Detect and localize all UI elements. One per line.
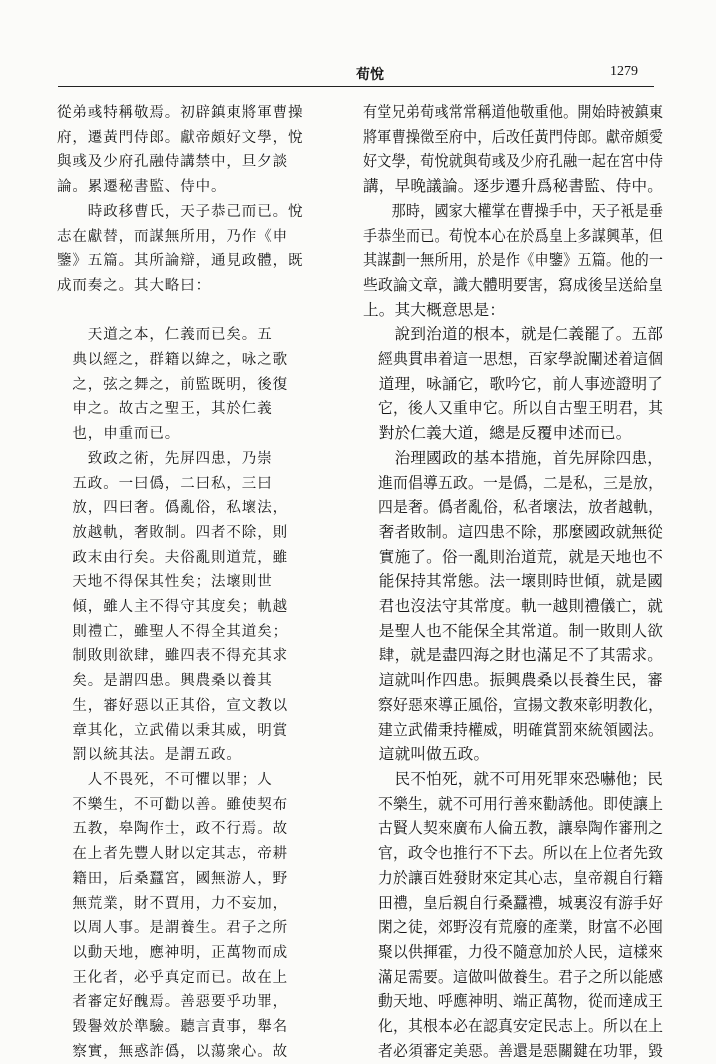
text-line: 這就叫做五政。 xyxy=(363,745,490,764)
text-line: 聚以供揮霍，力役不隨意加於人民，這樣來 xyxy=(363,942,664,961)
translation-text-column xyxy=(363,100,695,1063)
text-line: 將軍曹操徵至府中，后改任黃門侍郎。獻帝頗愛 xyxy=(363,127,664,146)
text-line: 治理國政的基本措施，首先屏除四患， xyxy=(363,448,664,467)
text-line: 經典貫串着這一思想，百家學說闡述着這個 xyxy=(363,350,664,369)
text-line: 之，弦之舞之，前監既明，後復 xyxy=(57,376,288,393)
text-line: 罰以統其法。是謂五政。 xyxy=(57,747,242,764)
text-line: 傾，雖人主不得守其度矣；軌越 xyxy=(57,599,288,616)
text-line: 籍田，后桑蠶宮，國無游人，野 xyxy=(57,870,288,887)
text-line: 閑之徒，郊野沒有荒廢的產業，財富不必囤 xyxy=(363,918,664,937)
text-line: 者必須審定美惡。善還是惡關鍵在功罪，毀 xyxy=(363,1041,664,1060)
text-line: 則禮亡，雖聖人不得全其道矣； xyxy=(57,623,288,640)
text-line: 不樂生，就不可用行善來勸誘他。即使讓上 xyxy=(363,794,664,813)
text-line: 府，遷黃門侍郎。獻帝頗好文學，悅 xyxy=(57,129,304,146)
text-line: 那時，國家大權掌在曹操手中，天子衹是垂 xyxy=(363,201,664,220)
text-line: 時政移曹氏，天子恭己而已。悅 xyxy=(57,203,304,220)
text-line: 生，審好惡以正其俗，宣文教以 xyxy=(57,697,288,714)
text-line xyxy=(57,299,303,324)
page-number: 1279 xyxy=(610,64,638,79)
text-line: 察實，無惑詐僞，以蕩衆心。故 xyxy=(57,1043,288,1060)
text-line: 它，後人又重申它。所以自古聖王明君，其 xyxy=(363,399,664,418)
text-line: 無荒業，財不賈用，力不妄加， xyxy=(57,895,288,912)
text-line: 這就叫作四患。振興農桑以長養生民，審 xyxy=(363,671,664,690)
text-line: 志在獻替，而謀無所用，乃作《申 xyxy=(57,228,288,245)
text-line: 上。其大概意思是： xyxy=(363,300,506,319)
text-line: 天道之本，仁義而已矣。五 xyxy=(57,327,273,344)
text-line: 天地不得保其性矣；法壞則世 xyxy=(57,574,273,591)
text-line: 也，申重而已。 xyxy=(57,426,181,443)
text-line: 肆，就是盡四海之財也滿足不了其需求。 xyxy=(363,646,664,665)
text-line: 田禮，皇后親自行桑蠶禮，城裏沒有游手好 xyxy=(363,893,664,912)
text-line: 論。累遷秘書監、侍中。 xyxy=(57,179,227,196)
text-line: 其謀劃一無所用，於是作《申鑒》五篇。他的一 xyxy=(363,251,664,270)
text-line: 人不畏死，不可懼以罪；人 xyxy=(57,771,273,788)
text-line: 道理，咏誦它，歌吟它，前人事迹證明了 xyxy=(363,374,664,393)
text-line: 奢者敗制。這四患不除，那麼國政就無從 xyxy=(363,522,664,541)
text-line: 者審定好醜焉。善惡要乎功罪， xyxy=(57,994,288,1011)
text-line: 五政。一曰僞，二曰私，三曰 xyxy=(57,475,273,492)
text-line: 章其化，立武備以秉其威，明賞 xyxy=(57,722,288,739)
text-line: 官，政令也推行不下去。所以在上位者先致 xyxy=(363,844,664,863)
text-line: 民不怕死，就不可用死罪來恐嚇他；民 xyxy=(363,769,664,788)
text-line: 是聖人也不能保全其常道。制一敗則人欲 xyxy=(363,621,664,640)
text-line: 制敗則欲肆，雖四表不得充其求 xyxy=(57,648,288,665)
running-title: 荀悅 xyxy=(356,67,384,83)
text-line: 五教，皋陶作士，政不行焉。故 xyxy=(57,821,288,838)
text-line: 不樂生，不可勸以善。雖使契布 xyxy=(57,796,288,813)
text-line: 四是奢。僞者亂俗，私者壞法，放者越軌， xyxy=(363,498,664,517)
text-line: 以周人事。是謂養生。君子之所 xyxy=(57,920,288,937)
text-line: 放越軌，奢敗制。四者不除，則 xyxy=(57,524,288,541)
text-line: 典以經之，群籍以緯之，咏之歌 xyxy=(57,352,288,369)
text-line: 實施了。俗一亂則治道荒，就是天地也不 xyxy=(363,547,664,566)
text-line: 致政之術，先屏四患，乃崇 xyxy=(57,450,273,467)
text-line: 說到治道的根本，就是仁義罷了。五部 xyxy=(363,325,664,344)
text-line: 些政論文章，識大體明要害，寫成後呈送給皇 xyxy=(363,275,664,294)
text-line: 王化者，必乎真定而已。故在上 xyxy=(57,969,288,986)
text-line: 從弟彧特稱敬焉。初辟鎮東將軍曹操 xyxy=(57,105,304,121)
text-line: 對於仁義大道，總是反覆申述而已。 xyxy=(363,424,632,443)
text-line: 矣。是謂四患。興農桑以養其 xyxy=(57,673,273,690)
text-line: 有堂兄弟荀彧常常稱道他敬重他。開始時被鎮東 xyxy=(363,103,664,121)
header-rule xyxy=(58,86,654,87)
page-header xyxy=(0,0,716,90)
text-line: 成而奏之。其大略曰： xyxy=(57,277,211,294)
text-line: 力於讓百姓發財來定其心志，皇帝親自行籍 xyxy=(363,868,664,887)
text-line: 好文學，荀悅就與荀彧及少府孔融一起在宮中侍 xyxy=(363,152,664,171)
text-line: 以動天地，應神明，正萬物而成 xyxy=(57,944,288,961)
text-line: 毀譽效於準驗。聽言責事，舉名 xyxy=(57,1019,288,1036)
text-line: 與彧及少府孔融侍講禁中，旦夕談 xyxy=(57,154,288,171)
text-line: 在上者先豐人財以定其志，帝耕 xyxy=(57,846,288,863)
text-line: 講，早晚議論。逐步遷升爲秘書監、侍中。 xyxy=(363,177,664,196)
text-line: 鑒》五篇。其所論辯，通見政體，既 xyxy=(57,253,304,270)
classical-text-column xyxy=(57,101,303,1064)
text-line: 化，其根本必在認真安定民志上。所以在上 xyxy=(363,1017,664,1036)
text-line: 進而倡導五政。一是僞，二是私，三是放， xyxy=(363,473,664,492)
text-line: 放，四曰奢。僞亂俗，私壞法， xyxy=(57,500,288,517)
text-line: 古賢人契來廣布人倫五教，讓皋陶作審刑之 xyxy=(363,819,664,838)
text-line: 動天地、呼應神明、端正萬物，從而達成王 xyxy=(363,992,664,1011)
text-line: 申之。故古之聖王，其於仁義 xyxy=(57,401,273,418)
text-line: 政末由行矣。夫俗亂則道荒，雖 xyxy=(57,549,288,566)
text-line: 能保持其常態。法一壞則時世傾，就是國 xyxy=(363,572,664,591)
text-line: 君也沒法守其常度。軌一越則禮儀亡，就 xyxy=(363,597,664,616)
text-line: 察好惡來導正風俗，宣揚文教來彰明教化， xyxy=(363,695,664,714)
text-line: 滿足需要。這做叫做養生。君子之所以能感 xyxy=(363,967,664,986)
text-line: 建立武備秉持權威，明確賞罰來統領國法。 xyxy=(363,720,664,739)
text-line: 手恭坐而已。荀悅本心在於爲皇上多謀興革，但 xyxy=(363,226,664,245)
